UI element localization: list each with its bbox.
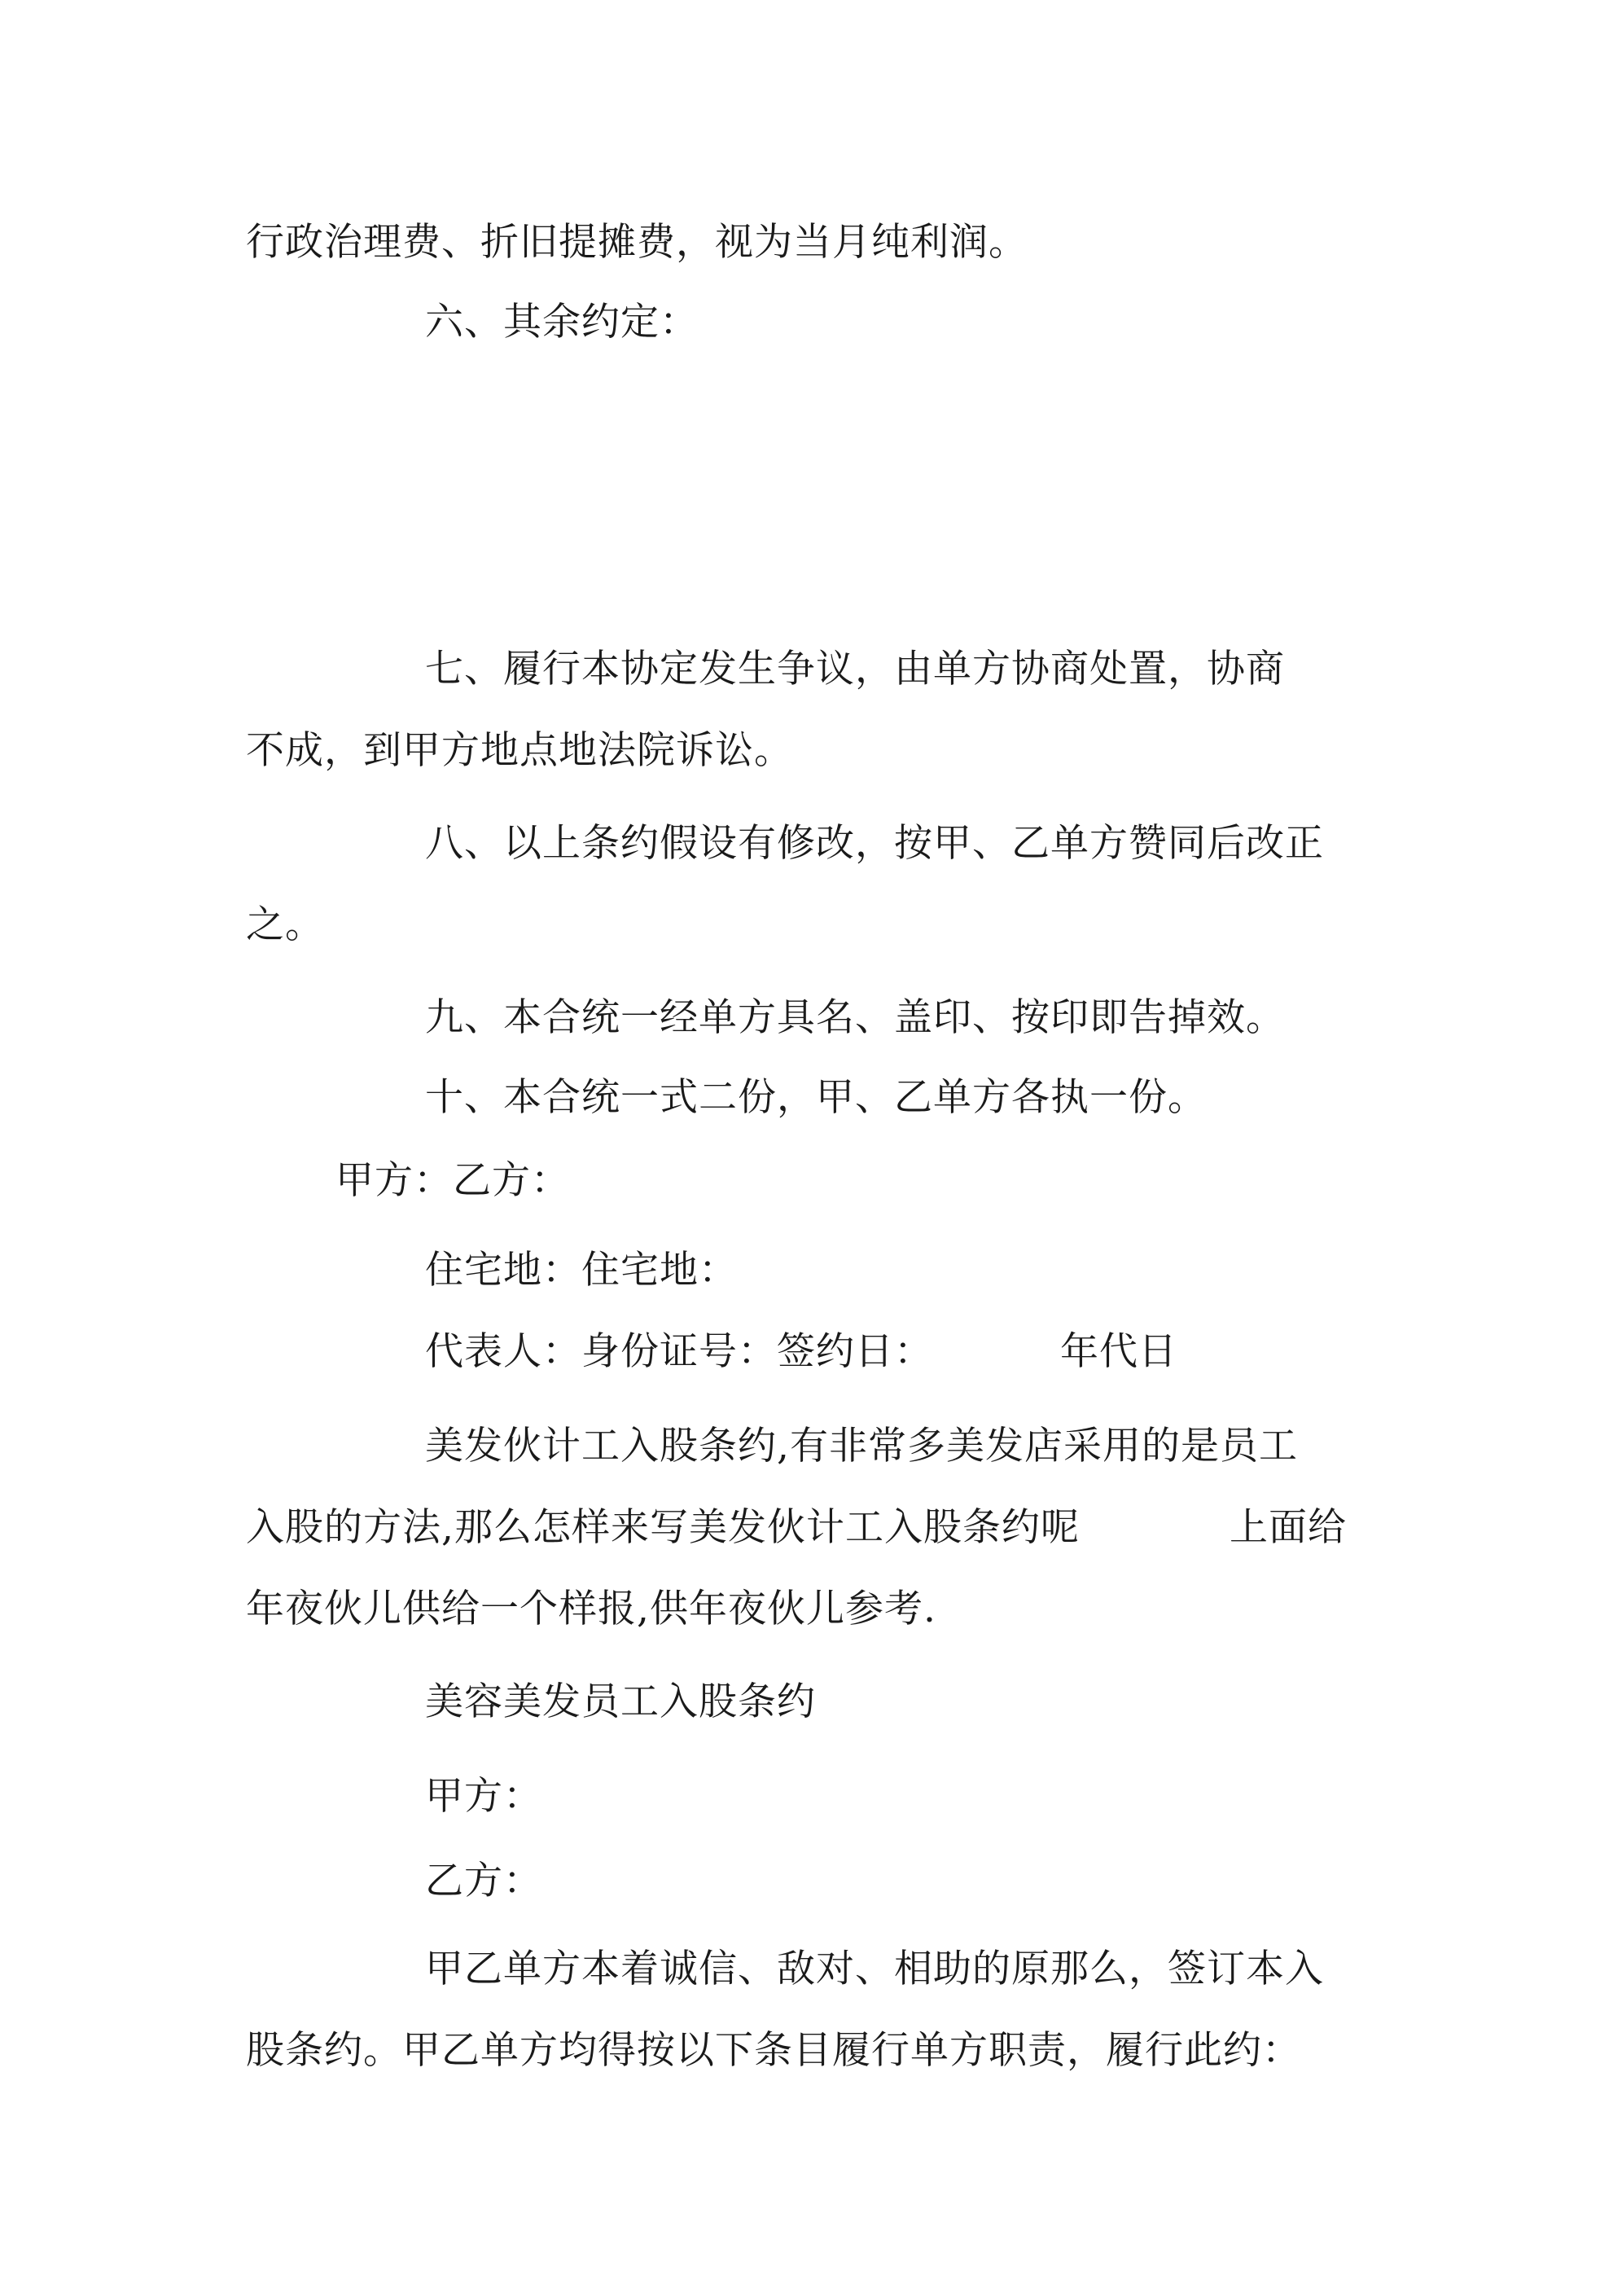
- text-line: 不成，到甲方地点地法院诉讼。: [246, 728, 793, 773]
- address-line: 住宅地：住宅地：: [425, 1248, 738, 1293]
- text-line: 七、履行本协定发生争议，由单方协商处置，协商: [425, 647, 1285, 691]
- text-line: 行政治理费、折旧提摊费，视为当月纯利润。: [246, 220, 1028, 265]
- text-line: 上面给: [1230, 1505, 1347, 1550]
- date-line: 年代日: [1060, 1329, 1177, 1374]
- contract-title: 美容美发员工入股条约: [425, 1679, 816, 1724]
- section-heading: 六、其余约定：: [425, 300, 699, 345]
- text-line: 之。: [246, 902, 324, 947]
- signature-parties: 甲方：乙方：: [335, 1158, 570, 1203]
- text-line: 入股的方法,那么怎样来写美发伙计工入股条约呢: [246, 1505, 1080, 1550]
- text-line: 甲乙单方本着诚信、敌对、相助的原那么，签订本入: [425, 1947, 1324, 1991]
- party-a-label: 甲方：: [425, 1774, 542, 1819]
- text-line: 八、以上条约假设有修改，按甲、乙单方赞同后改正: [425, 821, 1324, 866]
- party-b-label: 乙方：: [425, 1859, 542, 1903]
- text-line: 股条约。甲乙单方均得按以下条目履行单方职责，履行此约：: [246, 2028, 1301, 2073]
- text-line: 美发伙计工入股条约,有非常多美发店采用的是员工: [425, 1424, 1298, 1468]
- representative-line: 代表人：身份证号：签约日：: [425, 1329, 933, 1374]
- text-line: 年夜伙儿供给一个样报,供年夜伙儿参考.: [246, 1587, 936, 1631]
- text-line: 九、本合统一经单方具名、盖印、按印即告掉效。: [425, 995, 1285, 1040]
- text-line: 十、本合统一式二份，甲、乙单方各执一份。: [425, 1075, 1207, 1120]
